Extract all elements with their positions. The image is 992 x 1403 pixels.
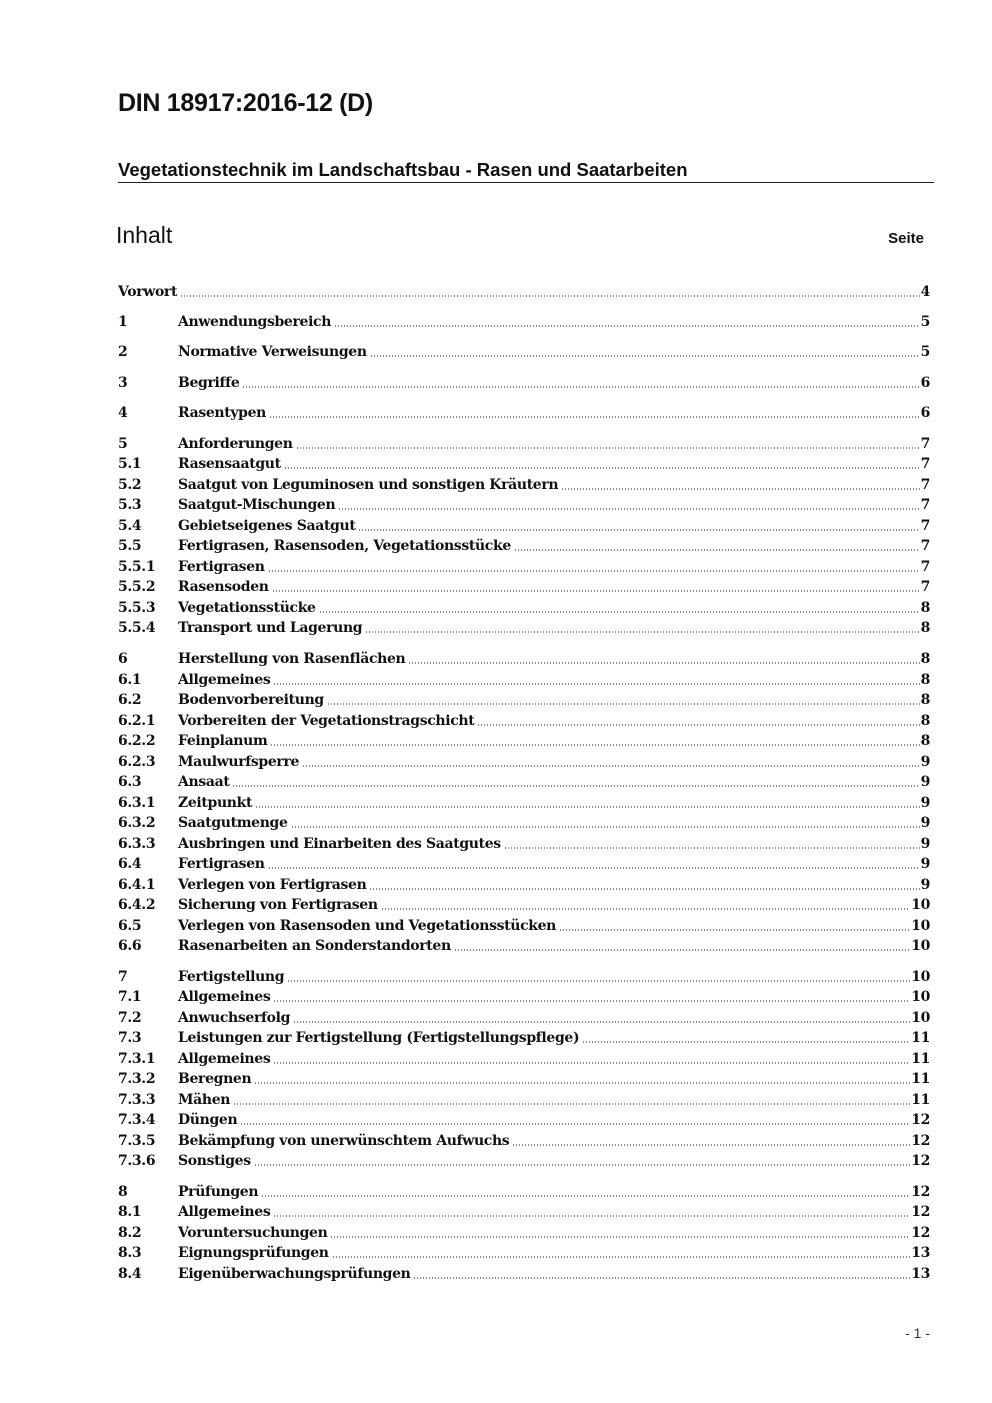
toc-entry-number: 6.2.3: [118, 754, 156, 770]
toc-entry[interactable]: [118, 771, 930, 791]
toc-entry-title: Voruntersuchungen: [178, 1225, 328, 1241]
toc-entry-page: 9: [920, 836, 930, 852]
toc-entry-number: 6.4.2: [118, 897, 156, 913]
toc-entry-page: 10: [911, 938, 930, 954]
dot-leader: [273, 999, 910, 1003]
dot-leader: [272, 589, 920, 593]
dot-leader: [370, 354, 920, 358]
dot-leader: [255, 805, 920, 809]
toc-entry-page: 6: [920, 405, 930, 421]
toc-entry[interactable]: [118, 1150, 930, 1170]
toc-entry-title: Prüfungen: [178, 1184, 259, 1200]
toc-entry-page: 8: [920, 620, 930, 636]
dot-leader: [254, 1163, 910, 1167]
dot-leader: [302, 764, 920, 768]
toc-entry[interactable]: [118, 792, 930, 812]
toc-entry-page: 11: [911, 1092, 930, 1108]
toc-entry-number: 5: [118, 436, 128, 452]
dot-leader: [477, 723, 919, 727]
toc-entry-number: 6.2: [118, 692, 142, 708]
toc-entry-number: 5.5.3: [118, 600, 156, 616]
toc-entry-number: 5.5.1: [118, 559, 156, 575]
toc-entry[interactable]: [118, 1242, 930, 1262]
toc-entry-page: 12: [911, 1204, 930, 1220]
dot-leader: [381, 907, 911, 911]
toc-entry-number: 7.3: [118, 1030, 142, 1046]
toc-entry-page: 8: [920, 713, 930, 729]
toc-entry-title: Leistungen zur Fertigstellung (Fertigstellungspflege): [178, 1030, 580, 1046]
toc-entry[interactable]: [118, 453, 930, 473]
dot-leader: [273, 1214, 910, 1218]
toc-entry-page: 7: [920, 538, 930, 554]
toc-entry-page: 7: [920, 518, 930, 534]
toc-entry-title: Bodenvorbereitung: [178, 692, 324, 708]
toc-entry-page: 10: [911, 969, 930, 985]
toc-entry-number: 7.1: [118, 989, 142, 1005]
toc-entry-number: 5.2: [118, 477, 142, 493]
toc-entry[interactable]: [118, 689, 930, 709]
toc-entry-number: 4: [118, 405, 128, 421]
dot-leader: [273, 682, 919, 686]
toc-entry-page: 8: [920, 692, 930, 708]
toc-entry-number: 8.4: [118, 1266, 142, 1282]
toc-entry[interactable]: [118, 535, 930, 555]
toc-entry[interactable]: [118, 1130, 930, 1150]
toc-entry-page: 7: [920, 559, 930, 575]
toc-entry-number: 6.3.1: [118, 795, 156, 811]
toc-entry-title: Saatgut-Mischungen: [178, 497, 336, 513]
toc-entry-number: 5.5.2: [118, 579, 156, 595]
dot-leader: [365, 630, 919, 634]
dot-leader: [408, 661, 919, 665]
toc-entry[interactable]: [118, 1027, 930, 1047]
toc-entry-title: Rasenarbeiten an Sonderstandorten: [178, 938, 451, 954]
toc-entry-page: 8: [920, 672, 930, 688]
dot-leader: [291, 825, 920, 829]
toc-entry-page: 9: [920, 754, 930, 770]
dot-leader: [334, 324, 920, 328]
toc-entry-title: Allgemeines: [178, 1051, 271, 1067]
toc-entry-title: Zeitpunkt: [178, 795, 253, 811]
toc-entry-number: 8.3: [118, 1245, 142, 1261]
toc-entry-number: 3: [118, 375, 128, 391]
toc-entry-title: Eignungsprüfungen: [178, 1245, 329, 1261]
toc-entry-number: 6.5: [118, 918, 142, 934]
toc-entry-page: 9: [920, 774, 930, 790]
toc-entry-number: 6.4: [118, 856, 142, 872]
toc-entry-number: 1: [118, 314, 128, 330]
toc-entry[interactable]: [118, 576, 930, 596]
toc-entry[interactable]: [118, 966, 930, 986]
toc-entry-title: Düngen: [178, 1112, 238, 1128]
toc-entry-title: Saatgut von Leguminosen und sonstigen Kräutern: [178, 477, 559, 493]
dot-leader: [330, 1235, 910, 1239]
dot-leader: [332, 1255, 911, 1259]
dot-leader: [296, 446, 920, 450]
toc-entry-page: 5: [920, 314, 930, 330]
toc-entry-number: 7.3.4: [118, 1112, 156, 1128]
toc-entry-page: 7: [920, 497, 930, 513]
toc-entry-page: 10: [911, 989, 930, 1005]
toc-entry-title: Ansaat: [178, 774, 230, 790]
toc-entry[interactable]: [118, 1068, 930, 1088]
dot-leader: [582, 1040, 910, 1044]
dot-leader: [327, 702, 920, 706]
toc-entry-number: 6.3: [118, 774, 142, 790]
toc-entry-number: 8.2: [118, 1225, 142, 1241]
dot-leader: [273, 1061, 910, 1065]
toc-entry-page: 11: [911, 1071, 930, 1087]
toc-entry-number: 8.1: [118, 1204, 142, 1220]
toc-entry-number: 7: [118, 969, 128, 985]
toc-entry-page: 8: [920, 651, 930, 667]
toc-entry[interactable]: [118, 894, 930, 914]
toc-entry[interactable]: [118, 341, 930, 361]
toc-entry-page: 7: [920, 477, 930, 493]
toc-entry-title: Anwendungsbereich: [178, 314, 332, 330]
toc-entry-title: Herstellung von Rasenflächen: [178, 651, 406, 667]
toc-entry-title: Verlegen von Rasensoden und Vegetationsstücken: [178, 918, 556, 934]
toc-entry-title: Beregnen: [178, 1071, 252, 1087]
document-title: DIN 18917:2016-12 (D): [118, 89, 373, 117]
toc-entry-title: Allgemeines: [178, 1204, 271, 1220]
toc-entry[interactable]: [118, 433, 930, 453]
toc-entry-number: 5.5: [118, 538, 142, 554]
toc-entry-number: 6.2.2: [118, 733, 156, 749]
toc-entry-title: Sicherung von Fertigrasen: [178, 897, 378, 913]
toc-entry[interactable]: [118, 311, 930, 331]
toc-entry-number: 6.1: [118, 672, 142, 688]
dot-leader: [559, 928, 910, 932]
toc-entry-number: 5.5.4: [118, 620, 156, 636]
toc-entry-title: Vorwort: [118, 284, 178, 300]
toc-entry[interactable]: [118, 648, 930, 668]
toc-entry-page: 7: [920, 436, 930, 452]
toc-entry-page: 6: [920, 375, 930, 391]
dot-leader: [512, 1143, 910, 1147]
dot-leader: [454, 948, 910, 952]
dot-leader: [514, 548, 920, 552]
toc-entry-title: Fertigrasen: [178, 559, 265, 575]
toc-entry[interactable]: [118, 986, 930, 1006]
toc-entry[interactable]: [118, 669, 930, 689]
dot-leader: [254, 1081, 910, 1085]
dot-leader: [293, 1020, 910, 1024]
toc-entry-page: 4: [920, 284, 930, 300]
dot-leader: [180, 294, 920, 298]
toc-entry[interactable]: [118, 915, 930, 935]
toc-entry-title: Sonstiges: [178, 1153, 251, 1169]
toc-entry-page: 9: [920, 877, 930, 893]
footer-page-number: - 1 -: [905, 1325, 930, 1341]
toc-entry[interactable]: [118, 617, 930, 637]
toc-entry[interactable]: [118, 853, 930, 873]
toc-entry[interactable]: [118, 494, 930, 514]
toc-entry-page: 12: [911, 1133, 930, 1149]
dot-leader: [240, 1122, 910, 1126]
toc-entry-title: Allgemeines: [178, 672, 271, 688]
toc-entry-number: 8: [118, 1184, 128, 1200]
toc-entry-title: Bekämpfung von unerwünschtem Aufwuchs: [178, 1133, 510, 1149]
toc-entry-number: 6.2.1: [118, 713, 156, 729]
toc-entry[interactable]: [118, 751, 930, 771]
dot-leader: [269, 415, 920, 419]
toc-entry-title: Anforderungen: [178, 436, 293, 452]
toc-entry-page: 10: [911, 1010, 930, 1026]
toc-entry-page: 7: [920, 456, 930, 472]
toc-entry-number: 7.2: [118, 1010, 142, 1026]
toc-entry-title: Ausbringen und Einarbeiten des Saatgutes: [178, 836, 501, 852]
dot-leader: [504, 846, 920, 850]
toc-entry-number: 6.4.1: [118, 877, 156, 893]
toc-entry-page: 13: [911, 1266, 930, 1282]
toc-entry[interactable]: [118, 833, 930, 853]
toc-entry[interactable]: [118, 1181, 930, 1201]
toc-entry-title: Fertigrasen, Rasensoden, Vegetationsstücke: [178, 538, 511, 554]
toc-entry-number: 5.4: [118, 518, 142, 534]
toc-entry[interactable]: [118, 1048, 930, 1068]
toc-entry-page: 11: [911, 1030, 930, 1046]
toc-entry[interactable]: [118, 402, 930, 422]
toc-entry[interactable]: [118, 281, 930, 301]
toc-entry[interactable]: [118, 1201, 930, 1221]
dot-leader: [369, 887, 919, 891]
dot-leader: [284, 466, 920, 470]
toc-entry[interactable]: [118, 730, 930, 750]
toc-entry-number: 7.3.6: [118, 1153, 156, 1169]
toc-entry-number: 6: [118, 651, 128, 667]
toc-heading: Inhalt: [116, 222, 173, 248]
toc-entry-title: Anwuchserfolg: [178, 1010, 291, 1026]
toc-entry[interactable]: [118, 935, 930, 955]
dot-leader: [413, 1276, 910, 1280]
toc-entry-title: Verlegen von Fertigrasen: [178, 877, 367, 893]
toc-entry-title: Rasensaatgut: [178, 456, 281, 472]
toc-entry-page: 5: [920, 344, 930, 360]
toc-entry[interactable]: [118, 1089, 930, 1109]
toc-entry-number: 6.6: [118, 938, 142, 954]
dot-leader: [338, 507, 919, 511]
toc-entry-page: 9: [920, 795, 930, 811]
toc-entry-title: Rasentypen: [178, 405, 266, 421]
document-subtitle: Vegetationstechnik im Landschaftsbau - Rasen und Saatarbeiten: [118, 159, 934, 183]
toc-entry-page: 12: [911, 1184, 930, 1200]
toc-entry-page: 12: [911, 1112, 930, 1128]
toc-entry-page: 10: [911, 918, 930, 934]
toc-entry-title: Rasensoden: [178, 579, 269, 595]
toc-entry[interactable]: [118, 1222, 930, 1242]
toc-entry-number: 7.3.3: [118, 1092, 156, 1108]
toc-entry-title: Mähen: [178, 1092, 231, 1108]
toc-entry-title: Allgemeines: [178, 989, 271, 1005]
toc-entry-number: 2: [118, 344, 128, 360]
toc-entry[interactable]: [118, 372, 930, 392]
toc-entry[interactable]: [118, 1109, 930, 1129]
dot-leader: [261, 1194, 910, 1198]
toc-entry[interactable]: [118, 597, 930, 617]
toc-entry[interactable]: [118, 556, 930, 576]
toc-entry-title: Begriffe: [178, 375, 240, 391]
toc-entry-title: Normative Verweisungen: [178, 344, 367, 360]
toc-entry-number: 5.1: [118, 456, 142, 472]
toc-entry[interactable]: [118, 515, 930, 535]
toc-entry-number: 6.3.2: [118, 815, 156, 831]
toc-entry-page: 9: [920, 856, 930, 872]
toc-entry-title: Vegetationsstücke: [178, 600, 316, 616]
toc-entry[interactable]: [118, 1263, 930, 1283]
toc-entry-title: Feinplanum: [178, 733, 268, 749]
toc-entry-title: Maulwurfsperre: [178, 754, 300, 770]
toc-entry-title: Fertigstellung: [178, 969, 285, 985]
dot-leader: [270, 743, 919, 747]
toc-entry-number: 5.3: [118, 497, 142, 513]
dot-leader: [233, 1102, 910, 1106]
toc-entry[interactable]: [118, 474, 930, 494]
toc-entry-number: 7.3.5: [118, 1133, 156, 1149]
toc-entry-title: Saatgutmenge: [178, 815, 288, 831]
toc-entry[interactable]: [118, 874, 930, 894]
toc-entry-page: 12: [911, 1153, 930, 1169]
toc-entry[interactable]: [118, 710, 930, 730]
dot-leader: [242, 385, 919, 389]
toc-entry-page: 8: [920, 600, 930, 616]
toc-entry-number: 6.3.3: [118, 836, 156, 852]
toc-entry-page: 9: [920, 815, 930, 831]
dot-leader: [287, 979, 910, 983]
dot-leader: [268, 866, 920, 870]
toc-entry-title: Gebietseigenes Saatgut: [178, 518, 356, 534]
toc-entry-page: 10: [911, 897, 930, 913]
dot-leader: [561, 487, 919, 491]
dot-leader: [319, 610, 920, 614]
dot-leader: [232, 784, 919, 788]
toc-entry-title: Transport und Lagerung: [178, 620, 363, 636]
toc-entry[interactable]: [118, 812, 930, 832]
toc-entry-title: Vorbereiten der Vegetationstragschicht: [178, 713, 475, 729]
toc-entry-number: 7.3.1: [118, 1051, 156, 1067]
dot-leader: [358, 528, 919, 532]
toc-entry-title: Eigenüberwachungsprüfungen: [178, 1266, 411, 1282]
toc-entry-page: 8: [920, 733, 930, 749]
page-column-label: Seite: [888, 230, 924, 247]
toc-entry[interactable]: [118, 1007, 930, 1027]
toc-entry-title: Fertigrasen: [178, 856, 265, 872]
toc-entry-page: 7: [920, 579, 930, 595]
toc-entry-page: 11: [911, 1051, 930, 1067]
toc-entry-page: 12: [911, 1225, 930, 1241]
dot-leader: [268, 569, 920, 573]
toc-entry-page: 13: [911, 1245, 930, 1261]
toc-entry-number: 7.3.2: [118, 1071, 156, 1087]
